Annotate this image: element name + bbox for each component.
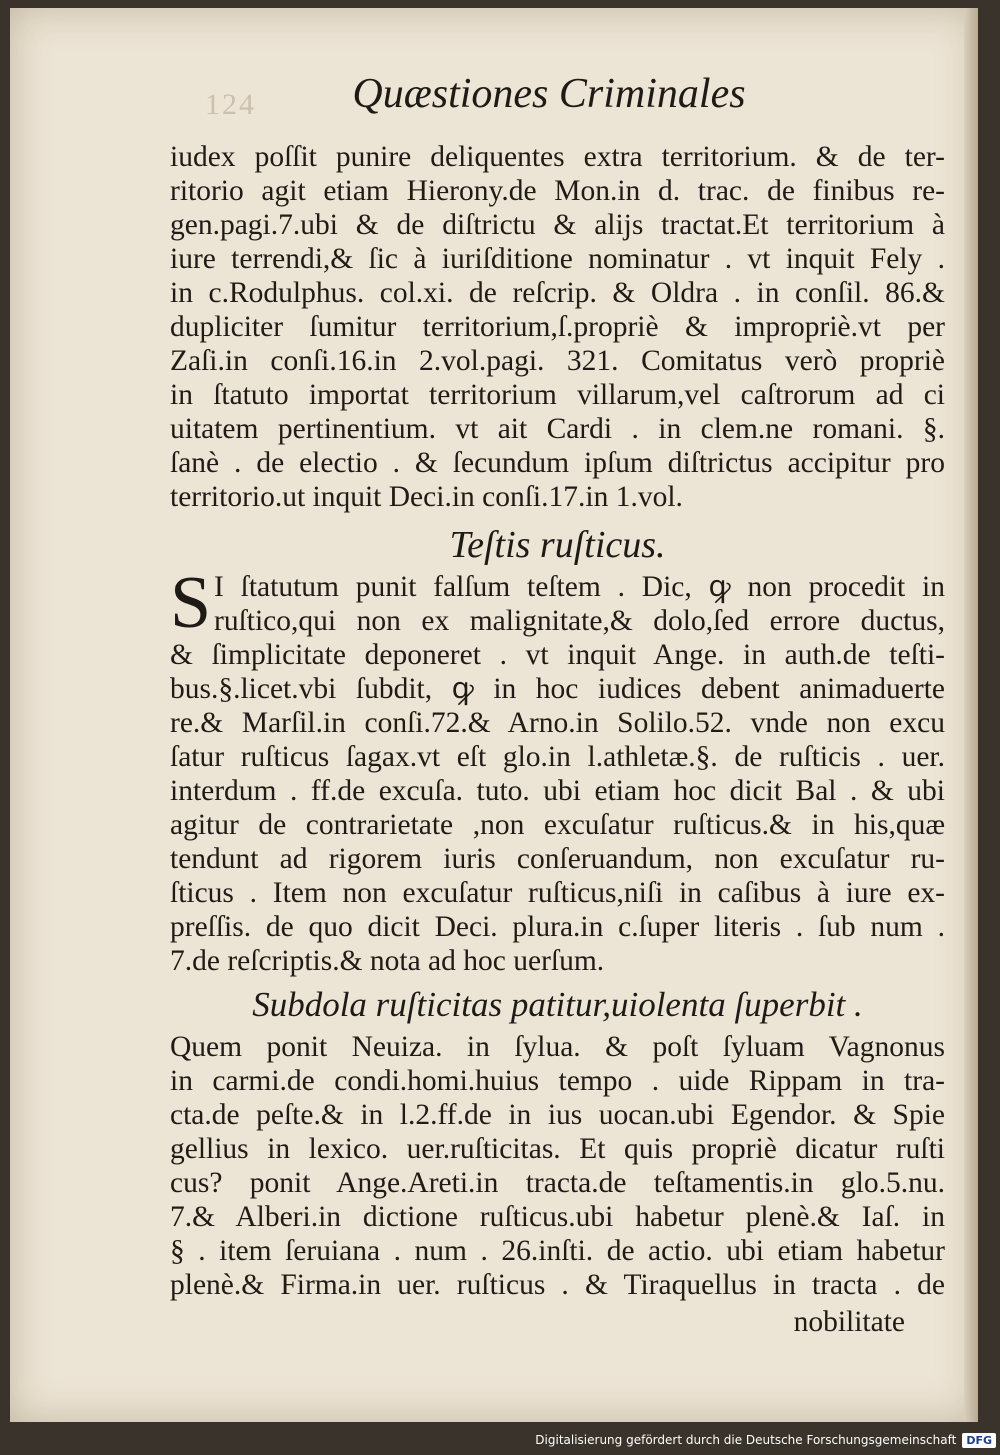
text-line: 7.de reſcriptis.& nota ad hoc uerſum. — [170, 945, 605, 977]
text-line: Zaſi.in conſi.16.in 2.vol.pagi. 321. Comitatus verò propriè — [170, 345, 945, 377]
text-line: § . item ſeruiana . num . 26.inſti. de actio. ubi etiam habetur — [170, 1235, 945, 1267]
text-line: ſanè . de electio . & ſecundum ipſum diſtrictus accipitur pro — [170, 447, 945, 479]
page-number: 124 — [205, 88, 256, 121]
text-line: agitur de contrarietate ,non excuſatur ruſticus.& in his,quæ — [170, 809, 945, 841]
text-line: iudex poſſit punire deliquentes extra territorium. & de ter- — [170, 141, 945, 173]
text-line: Quem ponit Neuiza. in ſylua. & poſt ſyluam Vagnonus — [170, 1031, 945, 1063]
paragraph-testis-rusticus — [170, 562, 945, 978]
text-line: territorio.ut inquit Deci.in conſi.17.in 1.vol. — [170, 481, 683, 513]
text-line: re.& Marſil.in conſi.72.& Arno.in Solilo.52. vnde non excu — [170, 707, 945, 739]
text-line: plenè.& Firma.in uer. ruſticus . & Tiraquellus in tracta . de — [170, 1269, 945, 1301]
text-line: gen.pagi.7.ubi & de diſtrictu & alijs tractat.Et territorium à — [170, 209, 945, 241]
text-line: 7.& Alberi.in dictione ruſticus.ubi habetur plenè.& Iaſ. in — [170, 1201, 945, 1233]
text-line: dupliciter ſumitur territorium,ſ.propriè & impropriè.vt per — [170, 311, 945, 343]
text-line: bus.§.licet.vbi ſubdit, ꝙ in hoc iudices debent animaduerte — [170, 673, 945, 705]
book-page — [10, 8, 978, 1422]
text-line: gellius in lexico. uer.ruſticitas. Et quis propriè dicatur ruſti — [170, 1133, 945, 1165]
dfg-logo-icon: DFG — [962, 1433, 996, 1448]
paragraph-territorium — [170, 140, 945, 514]
verse-line: Subdola ruſticitas patitur,uiolenta ſuperbit . — [252, 985, 863, 1024]
text-line: ruſtico,qui non ex malignitate,& dolo,ſed errore ductus, — [214, 605, 945, 637]
text-line: uitatem pertinentium. vt ait Cardi . in clem.ne romani. §. — [170, 413, 945, 445]
text-line: preſſis. de quo dicit Deci. plura.in c.ſuper literis . ſub num . — [170, 911, 945, 943]
catchword: nobilitate — [793, 1306, 905, 1338]
text-line: & ſimplicitate deponeret . vt inquit Ange. in auth.de teſti- — [170, 639, 945, 671]
text-line: I ſtatutum punit falſum teſtem . Dic, ꝙ non procedit in — [214, 571, 945, 603]
text-line: interdum . ff.de excuſa. tuto. ubi etiam hoc dicit Bal . & ubi — [170, 775, 945, 807]
drop-cap: S — [170, 562, 212, 644]
funding-credit: Digitalisierung gefördert durch die Deutsche Forschungsgemeinschaft — [535, 1433, 957, 1447]
page-spine-shadow — [964, 8, 978, 1422]
text-line: ſatur ruſticus ſagax.vt eſt glo.in l.athletæ.§. de ruſticis . uer. — [170, 741, 945, 773]
text-line: in c.Rodulphus. col.xi. de reſcrip. & Oldra . in conſil. 86.& — [170, 277, 945, 309]
text-line: cus? ponit Ange.Areti.in tracta.de teſtamentis.in glo.5.nu. — [170, 1167, 945, 1199]
text-line: tendunt ad rigorem iuris conſeruandum, non excuſatur ru- — [170, 843, 945, 875]
text-line: iure terrendi,& ſic à iuriſditione nominatur . vt inquit Fely . — [170, 243, 945, 275]
section-heading: Teſtis ruſticus. — [449, 524, 666, 566]
running-head: Quæstiones Criminales — [352, 71, 746, 117]
text-line: ritorio agit etiam Hierony.de Mon.in d. trac. de finibus re- — [170, 175, 945, 207]
paragraph-citations — [170, 1030, 945, 1302]
text-line: in carmi.de condi.homi.huius tempo . uide Rippam in tra- — [170, 1065, 945, 1097]
text-line: in ſtatuto importat territorium villarum,vel caſtrorum ad ci — [170, 379, 945, 411]
digitization-footer — [535, 1431, 996, 1449]
body-text — [170, 140, 945, 1342]
text-line: ſticus . Item non excuſatur ruſticus,niſi in caſibus à iure ex- — [170, 877, 945, 909]
text-line: cta.de peſte.& in l.2.ff.de in ius uocan.ubi Egendor. & Spie — [170, 1099, 945, 1131]
